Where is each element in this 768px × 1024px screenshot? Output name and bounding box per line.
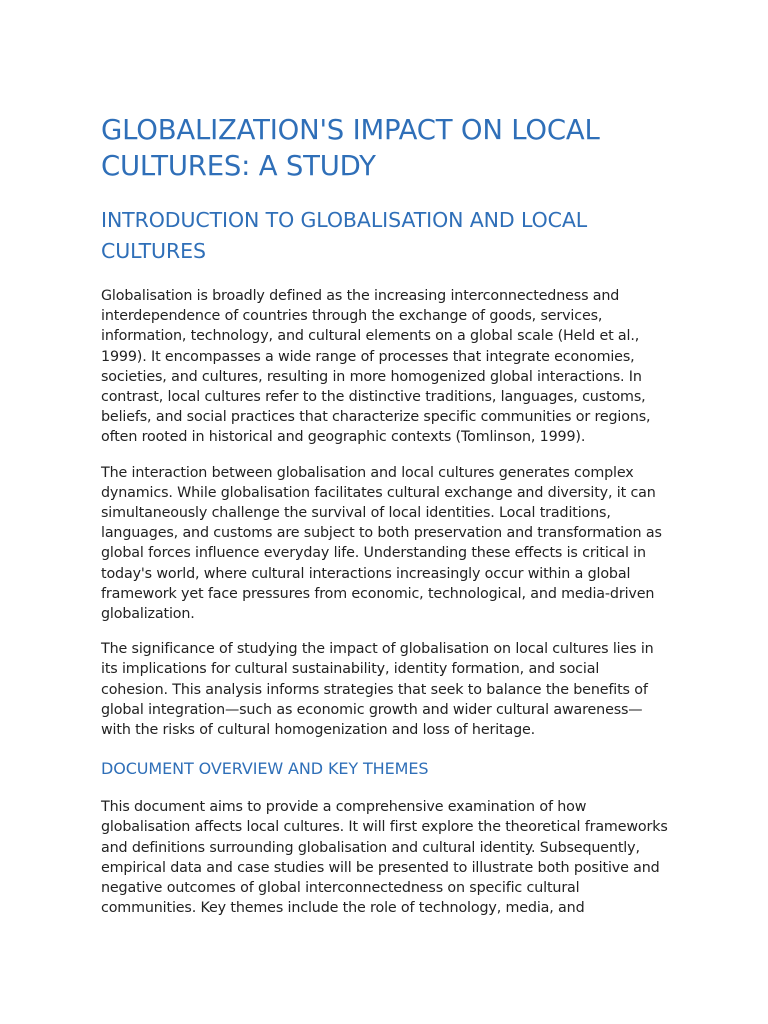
section-heading-overview: DOCUMENT OVERVIEW AND KEY THEMES xyxy=(101,759,429,779)
paragraph: Globalisation is broadly defined as the increasing interconnectedness and interdependence of countries through the exchange of goods, services, information, technology, and cultural elements on a global scale (Held et al., 1999). It encompasses a wide range of processes that integrate economies, societies, and cultures, resulting in more homogenized global interactions. In contrast, local cultures refer to the distinctive traditions, languages, customs, beliefs, and social practices that characterize specific communities or regions, often rooted in historical and geographic contexts (Tomlinson, 1999). xyxy=(101,288,651,446)
section-heading-introduction: INTRODUCTION TO GLOBALISATION AND LOCAL CULTURES xyxy=(101,208,588,263)
paragraph: This document aims to provide a comprehensive examination of how globalisation affects local cultures. It will first explore the theoretical frameworks and definitions surrounding globalisation and cultural identity. Subsequently, empirical data and case studies will be presented to illustrate both positive and negative outcomes of global interconnectedness on specific cultural communities. Key themes include the role of technology, media, and xyxy=(101,799,668,917)
paragraph: The interaction between globalisation and local cultures generates complex dynamics. While globalisation facilitates cultural exchange and diversity, it can simultaneously challenge the survival of local identities. Local traditions, languages, and customs are subject to both preservation and transformation as global forces influence everyday life. Understanding these effects is critical in today's world, where cultural interactions increasingly occur within a global framework yet face pressures from economic, technological, and media-driven globalization. xyxy=(101,464,662,623)
document-body xyxy=(101,112,669,918)
document-title: GLOBALIZATION'S IMPACT ON LOCAL CULTURES: A STUDY xyxy=(101,114,600,182)
paragraph: The significance of studying the impact of globalisation on local cultures lies in its implications for cultural sustainability, identity formation, and social cohesion. This analysis informs strategies that seek to balance the benefits of global integration—such as economic growth and wider cultural awareness—with the risks of cultural homogenization and loss of heritage. xyxy=(101,641,654,739)
